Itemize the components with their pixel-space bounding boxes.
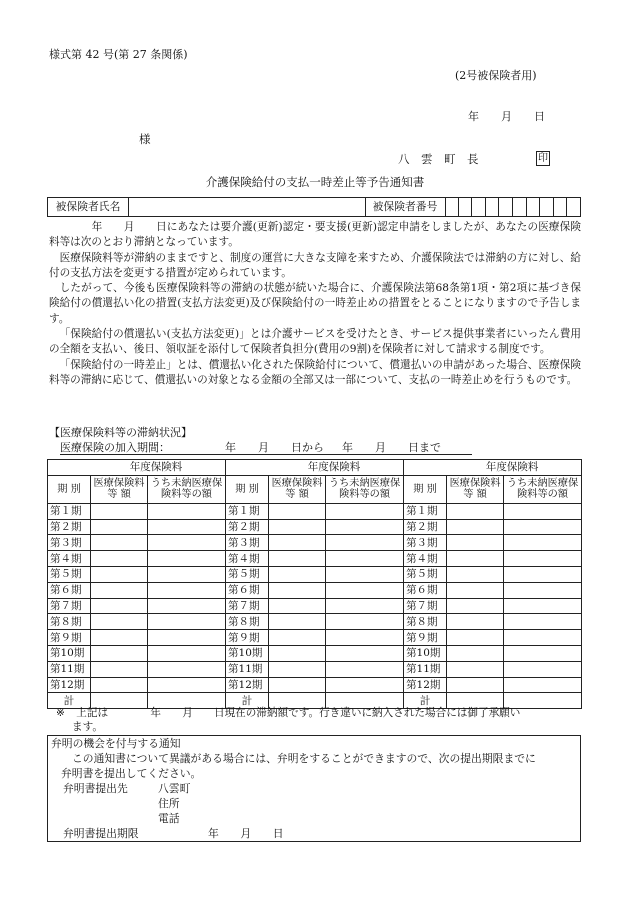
- premium-amount-cell[interactable]: [269, 519, 326, 535]
- period-label: 第10期: [226, 645, 269, 661]
- total-label: 計: [48, 693, 91, 709]
- premium-amount-cell[interactable]: [447, 614, 504, 630]
- arrears-heading: 【医療保険料等の滞納状況】: [49, 426, 192, 439]
- unpaid-amount-cell[interactable]: [326, 630, 404, 646]
- table-row: [48, 566, 582, 582]
- period-label: 第５期: [226, 566, 269, 582]
- premium-amount-cell[interactable]: [91, 582, 148, 598]
- period-label: 第11期: [226, 661, 269, 677]
- premium-amount-cell[interactable]: [269, 582, 326, 598]
- deadline-value: 年 月 日: [208, 827, 284, 840]
- premium-amount-cell[interactable]: [447, 677, 504, 693]
- premium-amount-cell[interactable]: [447, 598, 504, 614]
- destination-label: 弁明書提出先: [63, 782, 128, 795]
- unpaid-amount-cell[interactable]: [504, 598, 582, 614]
- unpaid-column-header: うち未納医療保険料等の額: [504, 475, 582, 503]
- period-label: 第３期: [404, 535, 447, 551]
- premium-column-header: 医療保険料 等 額: [91, 475, 148, 503]
- period-column-header: 期 別: [226, 475, 269, 503]
- table-row: [48, 661, 582, 677]
- period-label: 第11期: [48, 661, 91, 677]
- fiscal-year-header: 年度保険料: [226, 460, 404, 476]
- form-number: 様式第 42 号(第 27 条関係): [49, 48, 188, 61]
- defense-text-continuation: 弁明書を提出してください。: [61, 767, 202, 780]
- note-text: 上記は 年 月 日現在の滞納額です。行き違いに納入された場合には御了承願い: [76, 707, 521, 719]
- period-label: 第９期: [226, 630, 269, 646]
- period-label: 第９期: [48, 630, 91, 646]
- premium-amount-cell[interactable]: [269, 598, 326, 614]
- unpaid-amount-cell[interactable]: [148, 535, 226, 551]
- unpaid-amount-cell[interactable]: [326, 677, 404, 693]
- period-label: 第６期: [404, 582, 447, 598]
- premium-amount-cell[interactable]: [91, 566, 148, 582]
- premium-amount-cell[interactable]: [447, 630, 504, 646]
- premium-amount-cell[interactable]: [91, 677, 148, 693]
- body-paragraph: 医療保険料等が滞納のままですと、制度の運営に大きな支障を来すため、介護保険法では滞納の方に対し、給付の支払方法を変更する措置が定められています。: [49, 251, 581, 279]
- premium-amount-cell[interactable]: [91, 503, 148, 519]
- unpaid-amount-cell[interactable]: [326, 645, 404, 661]
- unpaid-amount-cell[interactable]: [504, 677, 582, 693]
- defense-notice-box: [47, 735, 581, 842]
- table-row: [48, 677, 582, 693]
- premium-amount-cell[interactable]: [91, 614, 148, 630]
- body-paragraph: 「保険給付の償還払い(支払方法変更)」とは介護サービスを受けたとき、サービス提供事業者にいったん費用の全額を支払い、後日、領収証を添付して保険者負担分(費用の9割)を保険者に対して請求する制度です。: [49, 328, 581, 356]
- enrollment-period-line: [60, 441, 472, 455]
- premium-amount-cell[interactable]: [91, 661, 148, 677]
- period-label: 第６期: [226, 582, 269, 598]
- period-label: 第８期: [48, 614, 91, 630]
- phone-label: 電話: [158, 812, 180, 825]
- period-label: 第４期: [404, 551, 447, 567]
- table-row: [48, 598, 582, 614]
- issuer-name: 八 雲 町 長: [398, 152, 479, 166]
- destination-value: 八雲町: [158, 782, 191, 795]
- premium-amount-cell[interactable]: [447, 566, 504, 582]
- table-row: [48, 645, 582, 661]
- period-label: 第３期: [48, 535, 91, 551]
- premium-amount-cell[interactable]: [91, 645, 148, 661]
- document-title: 介護保険給付の支払一時差止等予告通知書: [205, 175, 425, 189]
- period-to: 年 月 日まで: [342, 441, 441, 454]
- period-label: 第12期: [48, 677, 91, 693]
- premium-amount-cell[interactable]: [447, 582, 504, 598]
- unpaid-amount-cell[interactable]: [504, 582, 582, 598]
- insured-name-label: 被保険者氏名: [48, 198, 129, 216]
- unpaid-amount-cell[interactable]: [504, 630, 582, 646]
- note-line: [56, 707, 520, 720]
- premium-amount-cell[interactable]: [269, 677, 326, 693]
- table-row: [48, 614, 582, 630]
- table-row: [48, 535, 582, 551]
- period-label: 第10期: [48, 645, 91, 661]
- unpaid-amount-cell[interactable]: [504, 614, 582, 630]
- premium-amount-cell[interactable]: [447, 503, 504, 519]
- unpaid-amount-cell[interactable]: [504, 535, 582, 551]
- table-row: [48, 551, 582, 567]
- premium-column-header: 医療保険料 等 額: [269, 475, 326, 503]
- unpaid-amount-cell[interactable]: [326, 566, 404, 582]
- unpaid-amount-cell[interactable]: [148, 519, 226, 535]
- unpaid-amount-cell[interactable]: [148, 630, 226, 646]
- arrears-table: [47, 459, 582, 709]
- period-label: 第７期: [226, 598, 269, 614]
- unpaid-amount-cell[interactable]: [504, 519, 582, 535]
- period-label: 第１期: [404, 503, 447, 519]
- defense-text: この通知書について異議がある場合には、弁明をすることができますので、次の提出期限までに: [72, 752, 536, 765]
- period-label: 第２期: [48, 519, 91, 535]
- premium-amount-cell[interactable]: [269, 661, 326, 677]
- unpaid-column-header: うち未納医療保険料等の額: [326, 475, 404, 503]
- period-label: 第２期: [226, 519, 269, 535]
- period-label: 第３期: [226, 535, 269, 551]
- period-label: 第８期: [226, 614, 269, 630]
- insured-number-boxes[interactable]: [445, 198, 580, 216]
- period-label: 第１期: [48, 503, 91, 519]
- period-from: 年 月 日から: [225, 441, 324, 454]
- premium-amount-cell[interactable]: [269, 645, 326, 661]
- period-label: 第１期: [226, 503, 269, 519]
- table-column-header-row: [48, 475, 582, 503]
- period-column-header: 期 別: [404, 475, 447, 503]
- table-row: [48, 519, 582, 535]
- unpaid-amount-cell[interactable]: [326, 551, 404, 567]
- note-continuation: ます。: [72, 721, 103, 733]
- unpaid-amount-cell[interactable]: [148, 551, 226, 567]
- premium-amount-cell[interactable]: [269, 503, 326, 519]
- total-label: 計: [404, 693, 447, 709]
- period-label: 第２期: [404, 519, 447, 535]
- unpaid-amount-cell[interactable]: [326, 614, 404, 630]
- premium-amount-cell[interactable]: [447, 535, 504, 551]
- unpaid-amount-cell[interactable]: [148, 503, 226, 519]
- period-label: 第９期: [404, 630, 447, 646]
- premium-amount-cell[interactable]: [447, 519, 504, 535]
- unpaid-amount-cell[interactable]: [326, 535, 404, 551]
- defense-heading: 弁明の機会を付与する通知: [51, 737, 181, 750]
- unpaid-amount-cell[interactable]: [148, 677, 226, 693]
- period-label: 第８期: [404, 614, 447, 630]
- table-row: [48, 582, 582, 598]
- premium-amount-cell[interactable]: [269, 566, 326, 582]
- body-paragraph: したがって、今後も医療保険料等の滞納の状態が続いた場合に、介護保険法第68条第1項・第2項に基づき保険給付の償還払い化の措置(支払方法変更)及び保険給付の一時差止めの措置をとることになりますので予告します。: [49, 282, 581, 325]
- period-label: 第11期: [404, 661, 447, 677]
- period-label: 第６期: [48, 582, 91, 598]
- premium-amount-cell[interactable]: [269, 630, 326, 646]
- insured-info-row: [47, 197, 581, 217]
- unpaid-amount-cell[interactable]: [326, 598, 404, 614]
- unpaid-amount-cell[interactable]: [326, 503, 404, 519]
- unpaid-amount-cell[interactable]: [148, 598, 226, 614]
- insured-type-label: (2号被保険者用): [455, 69, 537, 82]
- issue-date: 年 月 日: [468, 110, 545, 123]
- unpaid-amount-cell[interactable]: [148, 582, 226, 598]
- period-label: 第12期: [404, 677, 447, 693]
- unpaid-amount-cell[interactable]: [504, 503, 582, 519]
- unpaid-amount-cell[interactable]: [504, 661, 582, 677]
- period-rows: [48, 503, 582, 708]
- unpaid-amount-cell[interactable]: [504, 566, 582, 582]
- body-text: [49, 220, 581, 388]
- unpaid-amount-cell[interactable]: [504, 645, 582, 661]
- fiscal-year-header: 年度保険料: [48, 460, 226, 476]
- unpaid-amount-cell[interactable]: [148, 614, 226, 630]
- premium-amount-cell[interactable]: [91, 551, 148, 567]
- unpaid-amount-cell[interactable]: [504, 551, 582, 567]
- unpaid-amount-cell[interactable]: [326, 519, 404, 535]
- period-label: 第12期: [226, 677, 269, 693]
- period-label: 第10期: [404, 645, 447, 661]
- seal-mark: 印: [538, 153, 548, 164]
- unpaid-amount-cell[interactable]: [148, 661, 226, 677]
- enrollment-label: 医療保険の加入期間：: [60, 441, 170, 454]
- premium-column-header: 医療保険料 等 額: [447, 475, 504, 503]
- unpaid-amount-cell[interactable]: [326, 582, 404, 598]
- premium-amount-cell[interactable]: [91, 519, 148, 535]
- premium-amount-cell[interactable]: [447, 645, 504, 661]
- unpaid-amount-cell[interactable]: [148, 645, 226, 661]
- premium-amount-cell[interactable]: [447, 551, 504, 567]
- period-label: 第７期: [48, 598, 91, 614]
- premium-amount-cell[interactable]: [269, 551, 326, 567]
- fiscal-year-header: 年度保険料: [404, 460, 582, 476]
- premium-amount-cell[interactable]: [91, 598, 148, 614]
- address-label: 住所: [158, 797, 180, 810]
- unpaid-amount-cell[interactable]: [326, 661, 404, 677]
- period-label: 第４期: [226, 551, 269, 567]
- premium-amount-cell[interactable]: [91, 630, 148, 646]
- unpaid-column-header: うち未納医療保険料等の額: [148, 475, 226, 503]
- unpaid-amount-cell[interactable]: [148, 566, 226, 582]
- premium-amount-cell[interactable]: [269, 535, 326, 551]
- insured-name-field[interactable]: [128, 198, 366, 216]
- body-paragraph: 年 月 日にあなたは要介護(更新)認定・要支援(更新)認定申請をしましたが、あなたの医療保険料等は次のとおり滞納となっています。: [49, 221, 581, 249]
- insured-number-label: 被保険者番号: [365, 198, 446, 216]
- table-row: [48, 503, 582, 519]
- recipient-suffix: 様: [139, 132, 151, 146]
- premium-amount-cell[interactable]: [447, 661, 504, 677]
- total-label: 計: [226, 693, 269, 709]
- deadline-label: 弁明書提出期限: [63, 827, 139, 840]
- period-label: 第４期: [48, 551, 91, 567]
- period-label: 第５期: [404, 566, 447, 582]
- premium-amount-cell[interactable]: [269, 614, 326, 630]
- note-mark: ※: [56, 707, 65, 719]
- premium-amount-cell[interactable]: [91, 535, 148, 551]
- period-label: 第５期: [48, 566, 91, 582]
- body-paragraph: 「保険給付の一時差止」とは、償還払い化された保険給付について、償還払いの申請があった場合、医療保険料等の滞納に応じて、償還払いの対象となる金額の全部又は一部について、支払の一時差止めを行うものです。: [49, 358, 581, 386]
- table-group-header-row: [48, 460, 582, 476]
- table-row: [48, 630, 582, 646]
- period-column-header: 期 別: [48, 475, 91, 503]
- period-label: 第７期: [404, 598, 447, 614]
